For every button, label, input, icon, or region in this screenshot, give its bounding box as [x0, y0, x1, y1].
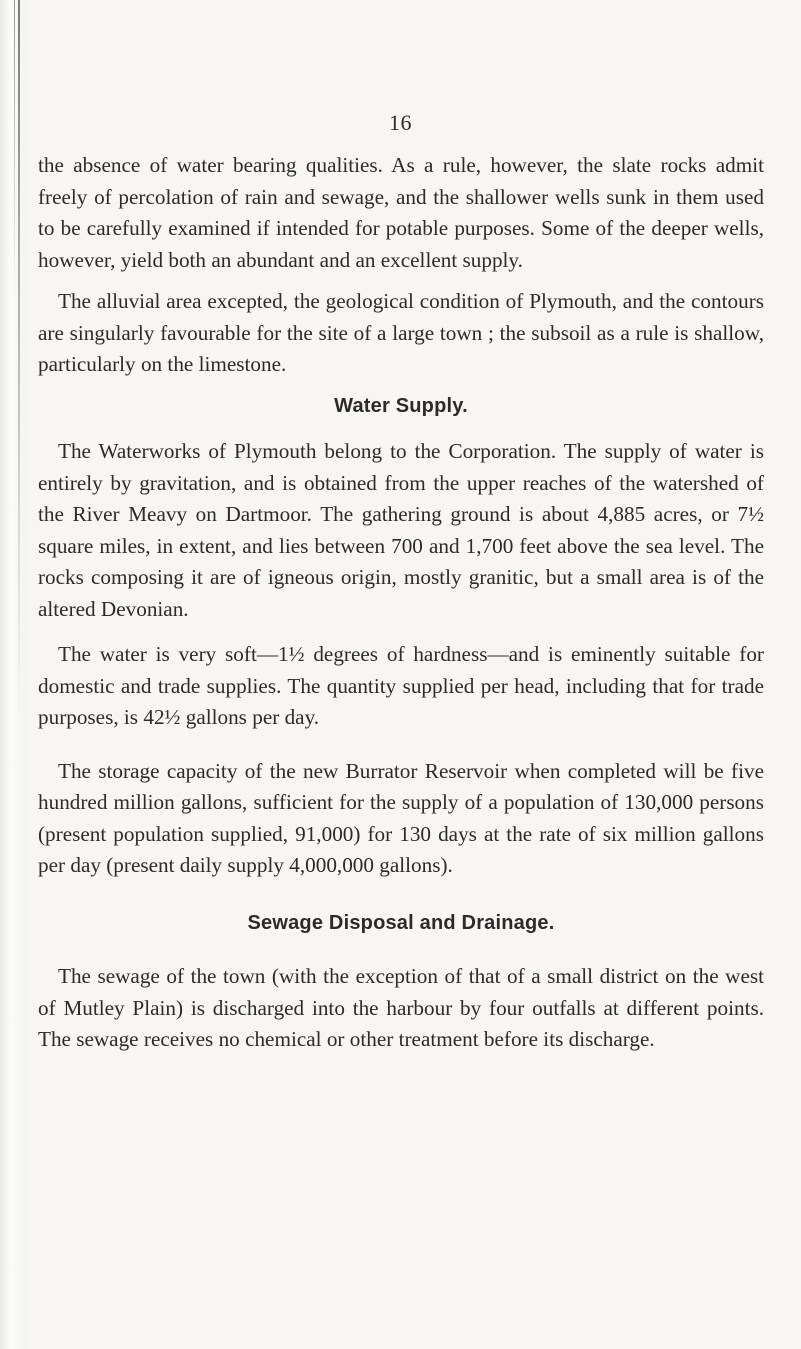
heading-sewage-disposal: Sewage Disposal and Drainage.	[247, 911, 555, 934]
paragraph-waterworks: The Waterworks of Plymouth belong to the Corporation. The supply of water is entirely by gravitation, and is obtained from the upper reaches of the watershed of the River Meavy on Dartmoor. The gathering ground is about 4,885 acres, or 7½ square miles, in extent, and lies between 700 and 1,700 feet above the sea level. The rocks composing it are of igneous origin, mostly granitic, but a small area is of the altered Devonian.	[38, 439, 764, 621]
paragraph-water-hardness: The water is very soft—1½ degrees of hardness—and is eminently suitable for domestic and trade supplies. The quantity supplied per head, including that for trade purposes, is 42½ gallons per day.	[38, 642, 764, 729]
page-number: 16	[389, 110, 412, 135]
paragraph-storage-capacity: The storage capacity of the new Burrator Reservoir when completed will be five hundred million gallons, sufficient for the supply of a population of 130,000 persons (present population supplied, 91,000) for 130 days at the rate of six million gallons per day (present daily supply 4,000,000 gallons).	[38, 758, 764, 877]
page-body	[38, 150, 764, 1056]
heading-water-supply: Water Supply.	[334, 394, 468, 417]
paragraph-geology-continued: the absence of water bearing qualities. As a rule, however, the slate rocks admit freely of percolation of rain and sewage, and the shallower wells sunk in them used to be carefully examined if intended for potable purposes. Some of the deeper wells, however, yield both an abundant and an excellent supply.	[38, 153, 764, 272]
paragraph-sewage: The sewage of the town (with the exception of that of a small district on the west of Mutley Plain) is discharged into the harbour by four outfalls at different points. The sewage receives no chemical or other treatment before its discharge.	[38, 964, 764, 1051]
binding-shadow-line	[14, 0, 15, 300]
page-binding-edge	[0, 0, 26, 1349]
binding-shadow-line	[18, 0, 20, 720]
paragraph-alluvial-area: The alluvial area excepted, the geological condition of Plymouth, and the contours are singularly favourable for the site of a large town ; the subsoil as a rule is shallow, particularly on the limestone.	[38, 289, 764, 376]
